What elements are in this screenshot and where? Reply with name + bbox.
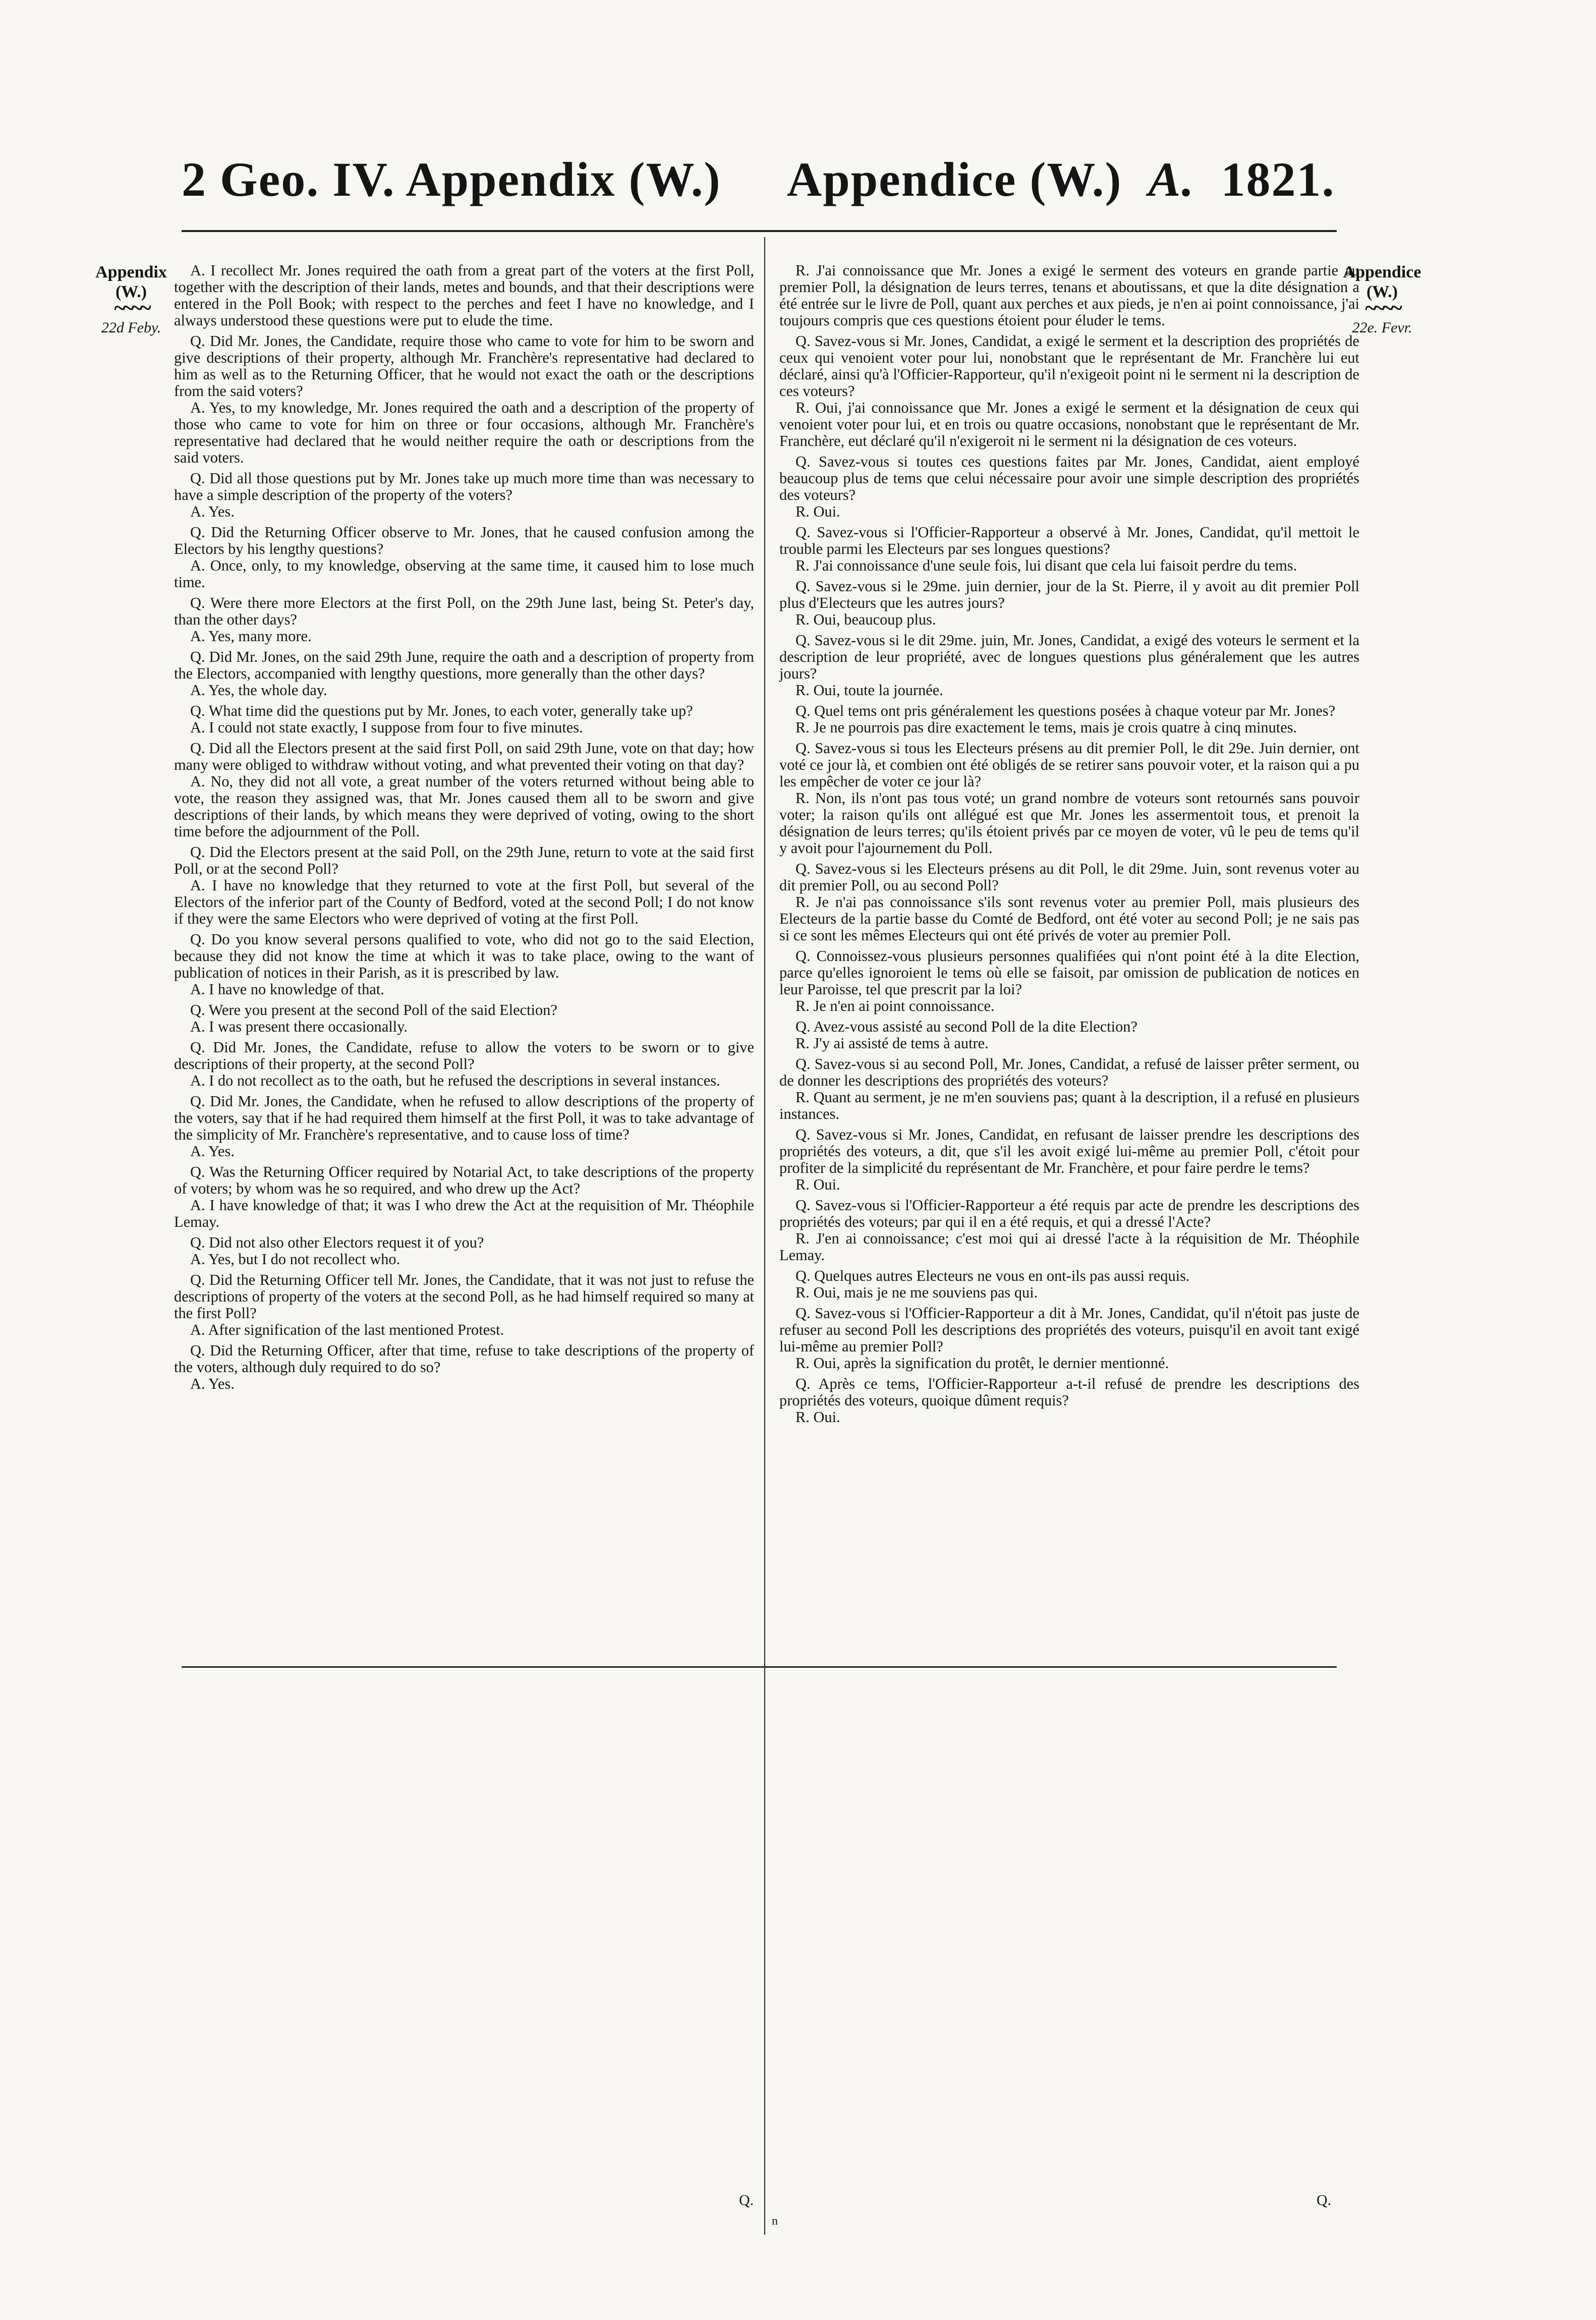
english-paragraph: A. No, they did not all vote, a great number of the voters returned without being able to vote, the reason they assigned was, that Mr. Jones caused them all to be sworn and give descriptions of their lands, by which means they were deprived of voting, owing to the short time before the adjournment of the Poll. — [174, 773, 754, 840]
english-paragraph: A. Once, only, to my knowledge, observing at the same time, it caused him to lose much time. — [174, 557, 754, 591]
french-paragraph: Q. Savez-vous si Mr. Jones, Candidat, a exigé le serment et la description des propriétés de ceux qui venoient voter pour lui, nonobstant que le représentant de Mr. Franchère lui eut déclaré, ainsi qu'à l'Officier-Rapporteur, qu'il n'exigeoit point ni le serment ni la description de ces voteurs? — [779, 332, 1359, 400]
english-paragraph: A. I have no knowledge that they returned to vote at the first Poll, but several of the Electors of the inferior part of the County of Bedford, voted at the second Poll; I do not know if they were the same Electors who were deprived of voting at the first Poll. — [174, 877, 754, 927]
english-paragraph: Q. Did Mr. Jones, the Candidate, refuse to allow the voters to be sworn or to give descriptions of their property, at the second Poll? — [174, 1039, 754, 1072]
margin-right-swash: ~~~~ — [1365, 296, 1399, 321]
header-right-prefix: Appendice (W.) — [787, 152, 1122, 206]
french-paragraph: R. Oui, beaucoup plus. — [795, 611, 936, 628]
french-paragraph: R. J'ai connoissance d'une seule fois, lui disant que cela lui faisoit perdre du tems. — [795, 557, 1297, 574]
french-column — [779, 262, 1359, 1426]
english-paragraph: Q. Did the Returning Officer, after that time, refuse to take descriptions of the property of the voters, although duly required to do so? — [174, 1342, 754, 1376]
margin-left-swash: ~~~~ — [114, 296, 148, 321]
english-paragraph: A. I could not state exactly, I suppose from four to five minutes. — [190, 719, 583, 736]
french-paragraph: R. Oui. — [795, 1408, 840, 1426]
english-paragraph: A. Yes, to my knowledge, Mr. Jones required the oath and a description of the property of those who came to vote for him on three or four occasions, although Mr. Franchère's representative had declared that he would neither require the oath or descriptions from the said voters. — [174, 399, 754, 466]
signature-mark: n — [772, 2215, 778, 2228]
english-paragraph: A. I recollect Mr. Jones required the oath from a great part of the voters at the first Poll, together with the description of their lands, metes and bounds, and that their descriptions were entered in the Poll Book; with respect to the perches and feet I have no knowledge, and I always understood these questions were put to elude the time. — [174, 262, 754, 329]
french-paragraph: Q. Quel tems ont pris généralement les questions posées à chaque voteur par Mr. Jones? — [795, 702, 1336, 719]
french-paragraph: R. Oui, après la signification du protêt, le dernier mentionné. — [795, 1354, 1169, 1372]
french-paragraph: Q. Savez-vous si le dit 29me. juin, Mr. Jones, Candidat, a exigé des voteurs le serment et la description de leur propriété, avec de longues questions plus généralement que les autres jours? — [779, 632, 1359, 682]
french-paragraph: Q. Savez-vous si le 29me. juin dernier, jour de la St. Pierre, il y avoit au dit premier Poll plus d'Electeurs que les autres jours? — [779, 578, 1359, 611]
english-column — [174, 262, 754, 1392]
french-paragraph: R. Quant au serment, je ne m'en souviens pas; quant à la description, il a refusé en plusieurs instances. — [779, 1089, 1359, 1122]
french-paragraph: Q. Avez-vous assisté au second Poll de la dite Election? — [795, 1018, 1137, 1035]
english-paragraph: A. I have knowledge of that; it was I who drew the Act at the requisition of Mr. Théophile Lemay. — [174, 1197, 754, 1230]
english-paragraph: Q. Did Mr. Jones, on the said 29th June, require the oath and a description of property from the Electors, accompanied with lengthy questions, more generally than the other days? — [174, 648, 754, 682]
margin-left-label: Appendix — [95, 263, 167, 281]
english-paragraph: A. Yes, but I do not recollect who. — [190, 1251, 401, 1268]
margin-right-sub: (W.) — [1366, 282, 1398, 302]
french-paragraph: R. J'y ai assisté de tems à autre. — [795, 1035, 989, 1052]
english-paragraph: A. I was present there occasionally. — [190, 1018, 408, 1035]
french-paragraph: Q. Savez-vous si Mr. Jones, Candidat, en refusant de laisser prendre les descriptions des propriétés des voteurs, a dit, que s'il les avoit exigé lui-même au premier Poll, c'étoit pour profiter de la simplicité du représentant de Mr. Franchère, et pour faire perdre le tems? — [779, 1126, 1359, 1176]
french-paragraph: R. Oui. — [795, 503, 840, 520]
english-paragraph: Q. Were there more Electors at the first Poll, on the 29th June last, being St. Peter's day, than the other days? — [174, 594, 754, 628]
french-paragraph: R. Je n'ai pas connoissance s'ils sont revenus voter au premier Poll, mais plusieurs des Electeurs de la partie basse du Comté de Bedford, ont été voter au second Poll; je ne sais pas si ce sont les mêmes Electeurs qui ont été privés de voter au premier Poll. — [779, 893, 1359, 944]
english-paragraph: A. Yes. — [190, 1143, 235, 1160]
french-paragraph: Q. Connoissez-vous plusieurs personnes qualifiées qui n'ont point été à la dite Election, parce qu'elles ignoroient le tems où elle se faisoit, par omission de publication de notices en leur Paroisse, tel que prescrit par la loi? — [779, 947, 1359, 998]
english-paragraph: Q. Did all the Electors present at the said first Poll, on said 29th June, vote on that day; how many were obliged to withdraw without voting, and what prevented their voting on that day? — [174, 740, 754, 773]
header-right — [787, 151, 1335, 207]
margin-right-label: Appendice — [1343, 263, 1421, 281]
english-paragraph: Q. Did not also other Electors request it of you? — [190, 1234, 484, 1251]
french-paragraph: Q. Savez-vous si toutes ces questions faites par Mr. Jones, Candidat, aient employé beaucoup plus de tems que celui nécessaire pour avoir une simple description des propriétés des voteurs? — [779, 453, 1359, 503]
french-paragraph: R. Oui, toute la journée. — [795, 682, 943, 699]
french-paragraph: Q. Savez-vous si les Electeurs présens au dit Poll, le dit 29me. Juin, sont revenus voter au dit premier Poll, ou au second Poll? — [779, 860, 1359, 894]
header-right-year: 1821. — [1221, 152, 1335, 206]
english-paragraph: A. After signification of the last mentioned Protest. — [190, 1321, 504, 1338]
english-paragraph: Q. Did the Returning Officer observe to Mr. Jones, that he caused confusion among the Electors by his lengthy questions? — [174, 524, 754, 557]
french-paragraph: Q. Après ce tems, l'Officier-Rapporteur a-t-il refusé de prendre les descriptions des propriétés des voteurs, quoique dûment requis? — [779, 1375, 1359, 1409]
margin-left-date: 22d Feby. — [101, 319, 161, 336]
margin-note-left — [81, 262, 182, 336]
page-header — [0, 151, 1596, 217]
column-divider — [764, 237, 765, 2235]
english-catchword: Q. — [739, 2192, 754, 2209]
french-paragraph: Q. Savez-vous si au second Poll, Mr. Jones, Candidat, a refusé de laisser prêter serment, ou de donner les descriptions des propriétés des voteurs? — [779, 1055, 1359, 1089]
english-paragraph: Q. Do you know several persons qualified to vote, who did not go to the said Election, because they did not know the time at which it was to take place, owing to the want of publication of notices in their Parish, as it is prescribed by law. — [174, 931, 754, 981]
french-paragraph: Q. Savez-vous si l'Officier-Rapporteur a observé à Mr. Jones, Candidat, qu'il mettoit le trouble parmi les Electeurs par ses longues questions? — [779, 524, 1359, 557]
french-paragraph: R. Je ne pourrois pas dire exactement le tems, mais je crois quatre à cinq minutes. — [795, 719, 1297, 736]
mid-page-rule — [182, 1666, 1337, 1668]
margin-right-date: 22e. Fevr. — [1352, 319, 1412, 336]
french-paragraph: Q. Savez-vous si l'Officier-Rapporteur a dit à Mr. Jones, Candidat, qu'il n'étoit pas juste de refuser au second Poll les descriptions des propriétés des voteurs, puisqu'il en avoit tant exigé lui-même au premier Poll? — [779, 1305, 1359, 1355]
english-paragraph: Q. Did the Returning Officer tell Mr. Jones, the Candidate, that it was not just to refuse the descriptions of property of the voters at the second Poll, as he had himself required so many at the first Poll? — [174, 1271, 754, 1322]
english-paragraph: A. I have no knowledge of that. — [190, 981, 384, 998]
english-paragraph: A. Yes, many more. — [190, 628, 312, 645]
french-paragraph: Q. Savez-vous si l'Officier-Rapporteur a été requis par acte de prendre les descriptions des propriétés des voteurs; par qui il en a été requis, et qui a dressé l'Acte? — [779, 1197, 1359, 1230]
english-paragraph: Q. What time did the questions put by Mr. Jones, to each voter, generally take up? — [190, 702, 693, 719]
header-left: 2 Geo. IV. Appendix (W.) — [182, 152, 721, 206]
english-paragraph: A. Yes. — [190, 503, 235, 520]
french-paragraph: Q. Quelques autres Electeurs ne vous en ont-ils pas aussi requis. — [795, 1267, 1190, 1284]
header-right-letter: A. — [1148, 152, 1195, 206]
french-paragraph: R. Oui, j'ai connoissance que Mr. Jones a exigé le serment et la désignation de ceux qui venoient voter pour lui, et en trois ou quatre occasions, nonobstant que le représentant de Mr. Franchère, eut déclaré qu'il n'exigeroit ni le serment ni la désignation de ces voteurs. — [779, 399, 1359, 449]
english-paragraph: A. I do not recollect as to the oath, but he refused the descriptions in several instances. — [190, 1072, 720, 1089]
french-paragraph: R. Je n'en ai point connoissance. — [795, 997, 995, 1014]
english-paragraph: Q. Were you present at the second Poll of the said Election? — [190, 1001, 557, 1018]
english-paragraph: Q. Did the Electors present at the said Poll, on the 29th June, return to vote at the said first Poll, or at the second Poll? — [174, 843, 754, 877]
english-paragraph: Q. Did Mr. Jones, the Candidate, when he refused to allow descriptions of the property of the voters, say that if he had required them himself at the first Poll, it was to take advantage of the simplicity of Mr. Franchère's representative, and to cause loss of time? — [174, 1093, 754, 1143]
english-paragraph: Q. Did all those questions put by Mr. Jones take up much more time than was necessary to have a simple description of the property of the voters? — [174, 470, 754, 503]
french-paragraph: R. J'ai connoissance que Mr. Jones a exigé le serment des voteurs en grande partie au premier Poll, la désignation de leurs terres, tenans et aboutissans, et que la dite désignation a été entrée sur le livre de Poll, quant aux perches et aux pieds, je n'en ai point connoissance, j'ai toujours compris que ces questions étoient pour éluder le tems. — [779, 262, 1359, 329]
english-paragraph: Q. Did Mr. Jones, the Candidate, require those who came to vote for him to be sworn and give descriptions of their property, although Mr. Franchère's representative had declared to him as well as to the Returning Officer, that he would not exact the oath or the descriptions from the said voters? — [174, 332, 754, 400]
english-paragraph: A. Yes, the whole day. — [190, 682, 327, 699]
margin-left-sub: (W.) — [115, 282, 147, 302]
french-paragraph: R. Oui. — [795, 1176, 840, 1193]
header-rule — [182, 230, 1337, 232]
french-catchword: Q. — [1317, 2192, 1332, 2209]
french-paragraph: R. Non, ils n'ont pas tous voté; un grand nombre de voteurs sont retournés sans pouvoir voter; la raison qu'ils ont allégué est que Mr. Jones les assermentoit tous, et prenoit la désignation de leurs terres; qu'ils étoient privés par ce moyen de voter, vû le peu de tems qu'il y avoit pour l'ajournement du Poll. — [779, 789, 1359, 857]
french-paragraph: Q. Savez-vous si tous les Electeurs présens au dit premier Poll, le dit 29e. Juin dernier, ont voté ce jour là, et combien ont été obligés de se retirer sans pouvoir voter, et la raison qui a pu les empêcher de voter ce jour là? — [779, 740, 1359, 790]
french-paragraph: R. Oui, mais je ne me souviens pas qui. — [795, 1284, 1038, 1301]
english-paragraph: A. Yes. — [190, 1375, 235, 1392]
english-paragraph: Q. Was the Returning Officer required by Notarial Act, to take descriptions of the property of voters; by whom was he so required, and who drew up the Act? — [174, 1163, 754, 1197]
french-paragraph: R. J'en ai connoissance; c'est moi qui ai dressé l'acte à la réquisition de Mr. Théophile Lemay. — [779, 1230, 1359, 1264]
